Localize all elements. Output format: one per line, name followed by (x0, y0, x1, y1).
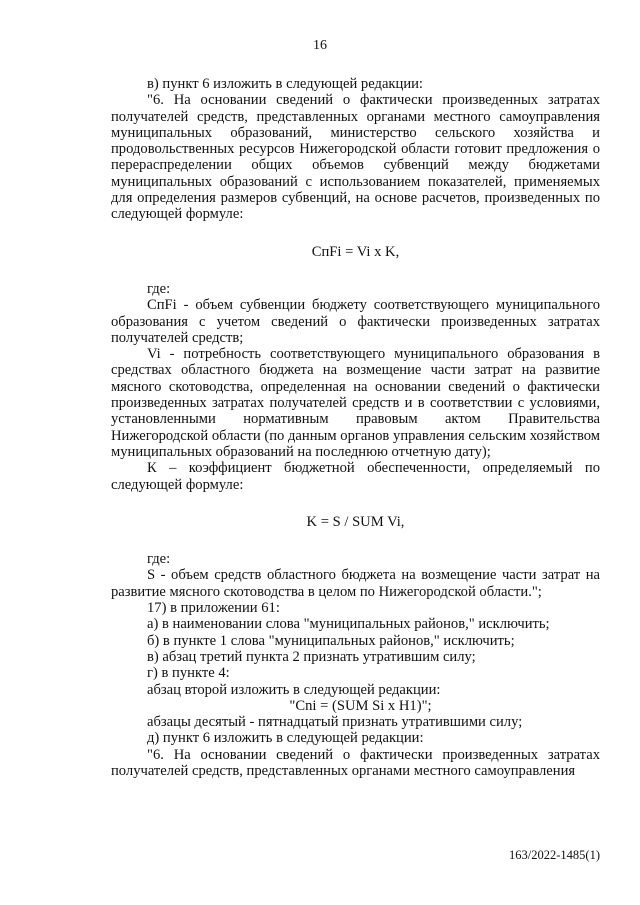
list-item-a: а) в наименовании слова "муниципальных районов," исключить; (147, 616, 550, 633)
document-code: 163/2022-1485(1) (509, 848, 600, 862)
definition-k: К – коэффициент бюджетной обеспеченности, определяемый по следующей формуле: (111, 460, 600, 493)
page-number: 16 (313, 38, 327, 53)
list-item-g-2: абзацы десятый - пятнадцатый признать утратившими силу; (147, 714, 523, 731)
definition-vi: Vi - потребность соответствующего муниципального образования в средствах областного бюджета на возмещение части затрат на развитие мясного скотоводства, определенная на основании сведений о фактически произведенных затратах получателей средств и в соответствии с условиями, установленными нормативным правовым актом Правительства Нижегородской области (по данным органов управления сельским хозяйством муниципальных образований на последнюю отчетную дату); (111, 346, 600, 460)
paragraph-intro-v: в) пункт 6 изложить в следующей редакции: (147, 76, 423, 92)
list-item-g-1: абзац второй изложить в следующей редакции: (147, 681, 441, 698)
document-body (111, 76, 600, 779)
list-item-v: в) абзац третий пункта 2 признать утратившим силу; (147, 648, 476, 665)
where-label: где: (147, 280, 171, 297)
list-item-g: г) в пункте 4: (147, 665, 230, 682)
definition-cnfi: CпFi - объем субвенции бюджету соответствующего муниципального образования с учетом сведений о фактически произведенных затратах получателей средств; (111, 297, 600, 346)
where-label: где: (147, 551, 171, 568)
list-item-17: 17) в приложении 61: (147, 600, 280, 617)
paragraph-point-6: "6. На основании сведений о фактически произведенных затратах получателей средств, представленных органами местного самоуправления муниципальных образований, министерство сельского хозяйства и продовольственных ресурсов Нижегородской области готовит предложения о перераспределении общих объемов субвенций между бюджетами муниципальных образований с использованием показателей, применяемых для определения размеров субвенций, на основе расчетов, произведенных по следующей формуле: (111, 92, 600, 223)
paragraph-point-6-new: "6. На основании сведений о фактически произведенных затратах получателей средств, представленных органами местного самоуправления (111, 746, 600, 779)
list-item-b: б) в пункте 1 слова "муниципальных районов," исключить; (147, 632, 515, 649)
definition-s: S - объем средств областного бюджета на возмещение части затрат на развитие мясного скотоводства в целом по Нижегородской области."; (111, 567, 600, 600)
formula-cnfi: CпFi = Vi x K, (311, 243, 400, 260)
formula-k: K = S / SUM Vi, (306, 513, 405, 530)
list-item-d: д) пункт 6 изложить в следующей редакции: (147, 730, 424, 747)
formula-cni: "Cni = (SUM Si x H1)"; (289, 697, 432, 714)
